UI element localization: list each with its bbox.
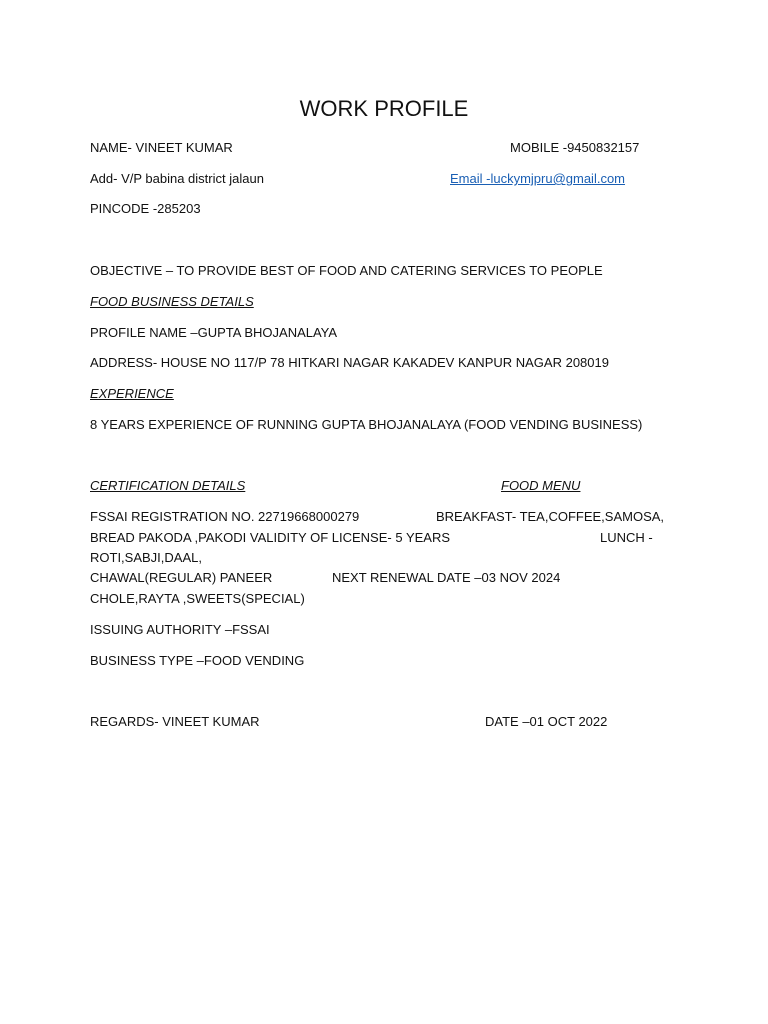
name-line: NAME- VINEET KUMAR	[90, 140, 233, 155]
fssai-registration-line: FSSAI REGISTRATION NO. 22719668000279	[90, 509, 360, 524]
experience-line: 8 YEARS EXPERIENCE OF RUNNING GUPTA BHOJANALAYA (FOOD VENDING BUSINESS)	[90, 417, 643, 432]
business-address-line: ADDRESS- HOUSE NO 117/P 78 HITKARI NAGAR KAKADEV KANPUR NAGAR 208019	[90, 355, 609, 370]
certification-heading: CERTIFICATION DETAILS	[90, 478, 246, 493]
mobile-line: MOBILE -9450832157	[510, 140, 640, 155]
date-line: DATE –01 OCT 2022	[485, 714, 608, 729]
business-type-line: BUSINESS TYPE –FOOD VENDING	[90, 653, 305, 668]
validity-line: BREAD PAKODA ,PAKODI VALIDITY OF LICENSE- 5 YEARS	[90, 530, 451, 545]
address-line: Add- V/P babina district jalaun	[90, 171, 264, 186]
next-renewal-line: NEXT RENEWAL DATE –03 NOV 2024	[332, 570, 561, 585]
document-title: WORK PROFILE	[299, 96, 469, 121]
regards-line: REGARDS- VINEET KUMAR	[90, 714, 260, 729]
food-business-heading: FOOD BUSINESS DETAILS	[90, 294, 254, 309]
chole-line: CHOLE,RAYTA ,SWEETS(SPECIAL)	[90, 591, 305, 606]
experience-heading: EXPERIENCE	[90, 386, 174, 401]
email-link[interactable]: Email -luckymjpru@gmail.com	[450, 171, 626, 186]
issuing-authority-line: ISSUING AUTHORITY –FSSAI	[90, 622, 270, 637]
lunch-line: LUNCH -	[600, 530, 653, 545]
profile-name-line: PROFILE NAME –GUPTA BHOJANALAYA	[90, 325, 338, 340]
objective-line: OBJECTIVE – TO PROVIDE BEST OF FOOD AND CATERING SERVICES TO PEOPLE	[90, 263, 603, 278]
roti-line: ROTI,SABJI,DAAL,	[90, 550, 202, 565]
food-menu-heading: FOOD MENU	[501, 478, 581, 493]
breakfast-line: BREAKFAST- TEA,COFFEE,SAMOSA,	[436, 509, 665, 524]
pincode-line: PINCODE -285203	[90, 201, 201, 216]
chawal-line: CHAWAL(REGULAR) PANEER	[90, 570, 273, 585]
